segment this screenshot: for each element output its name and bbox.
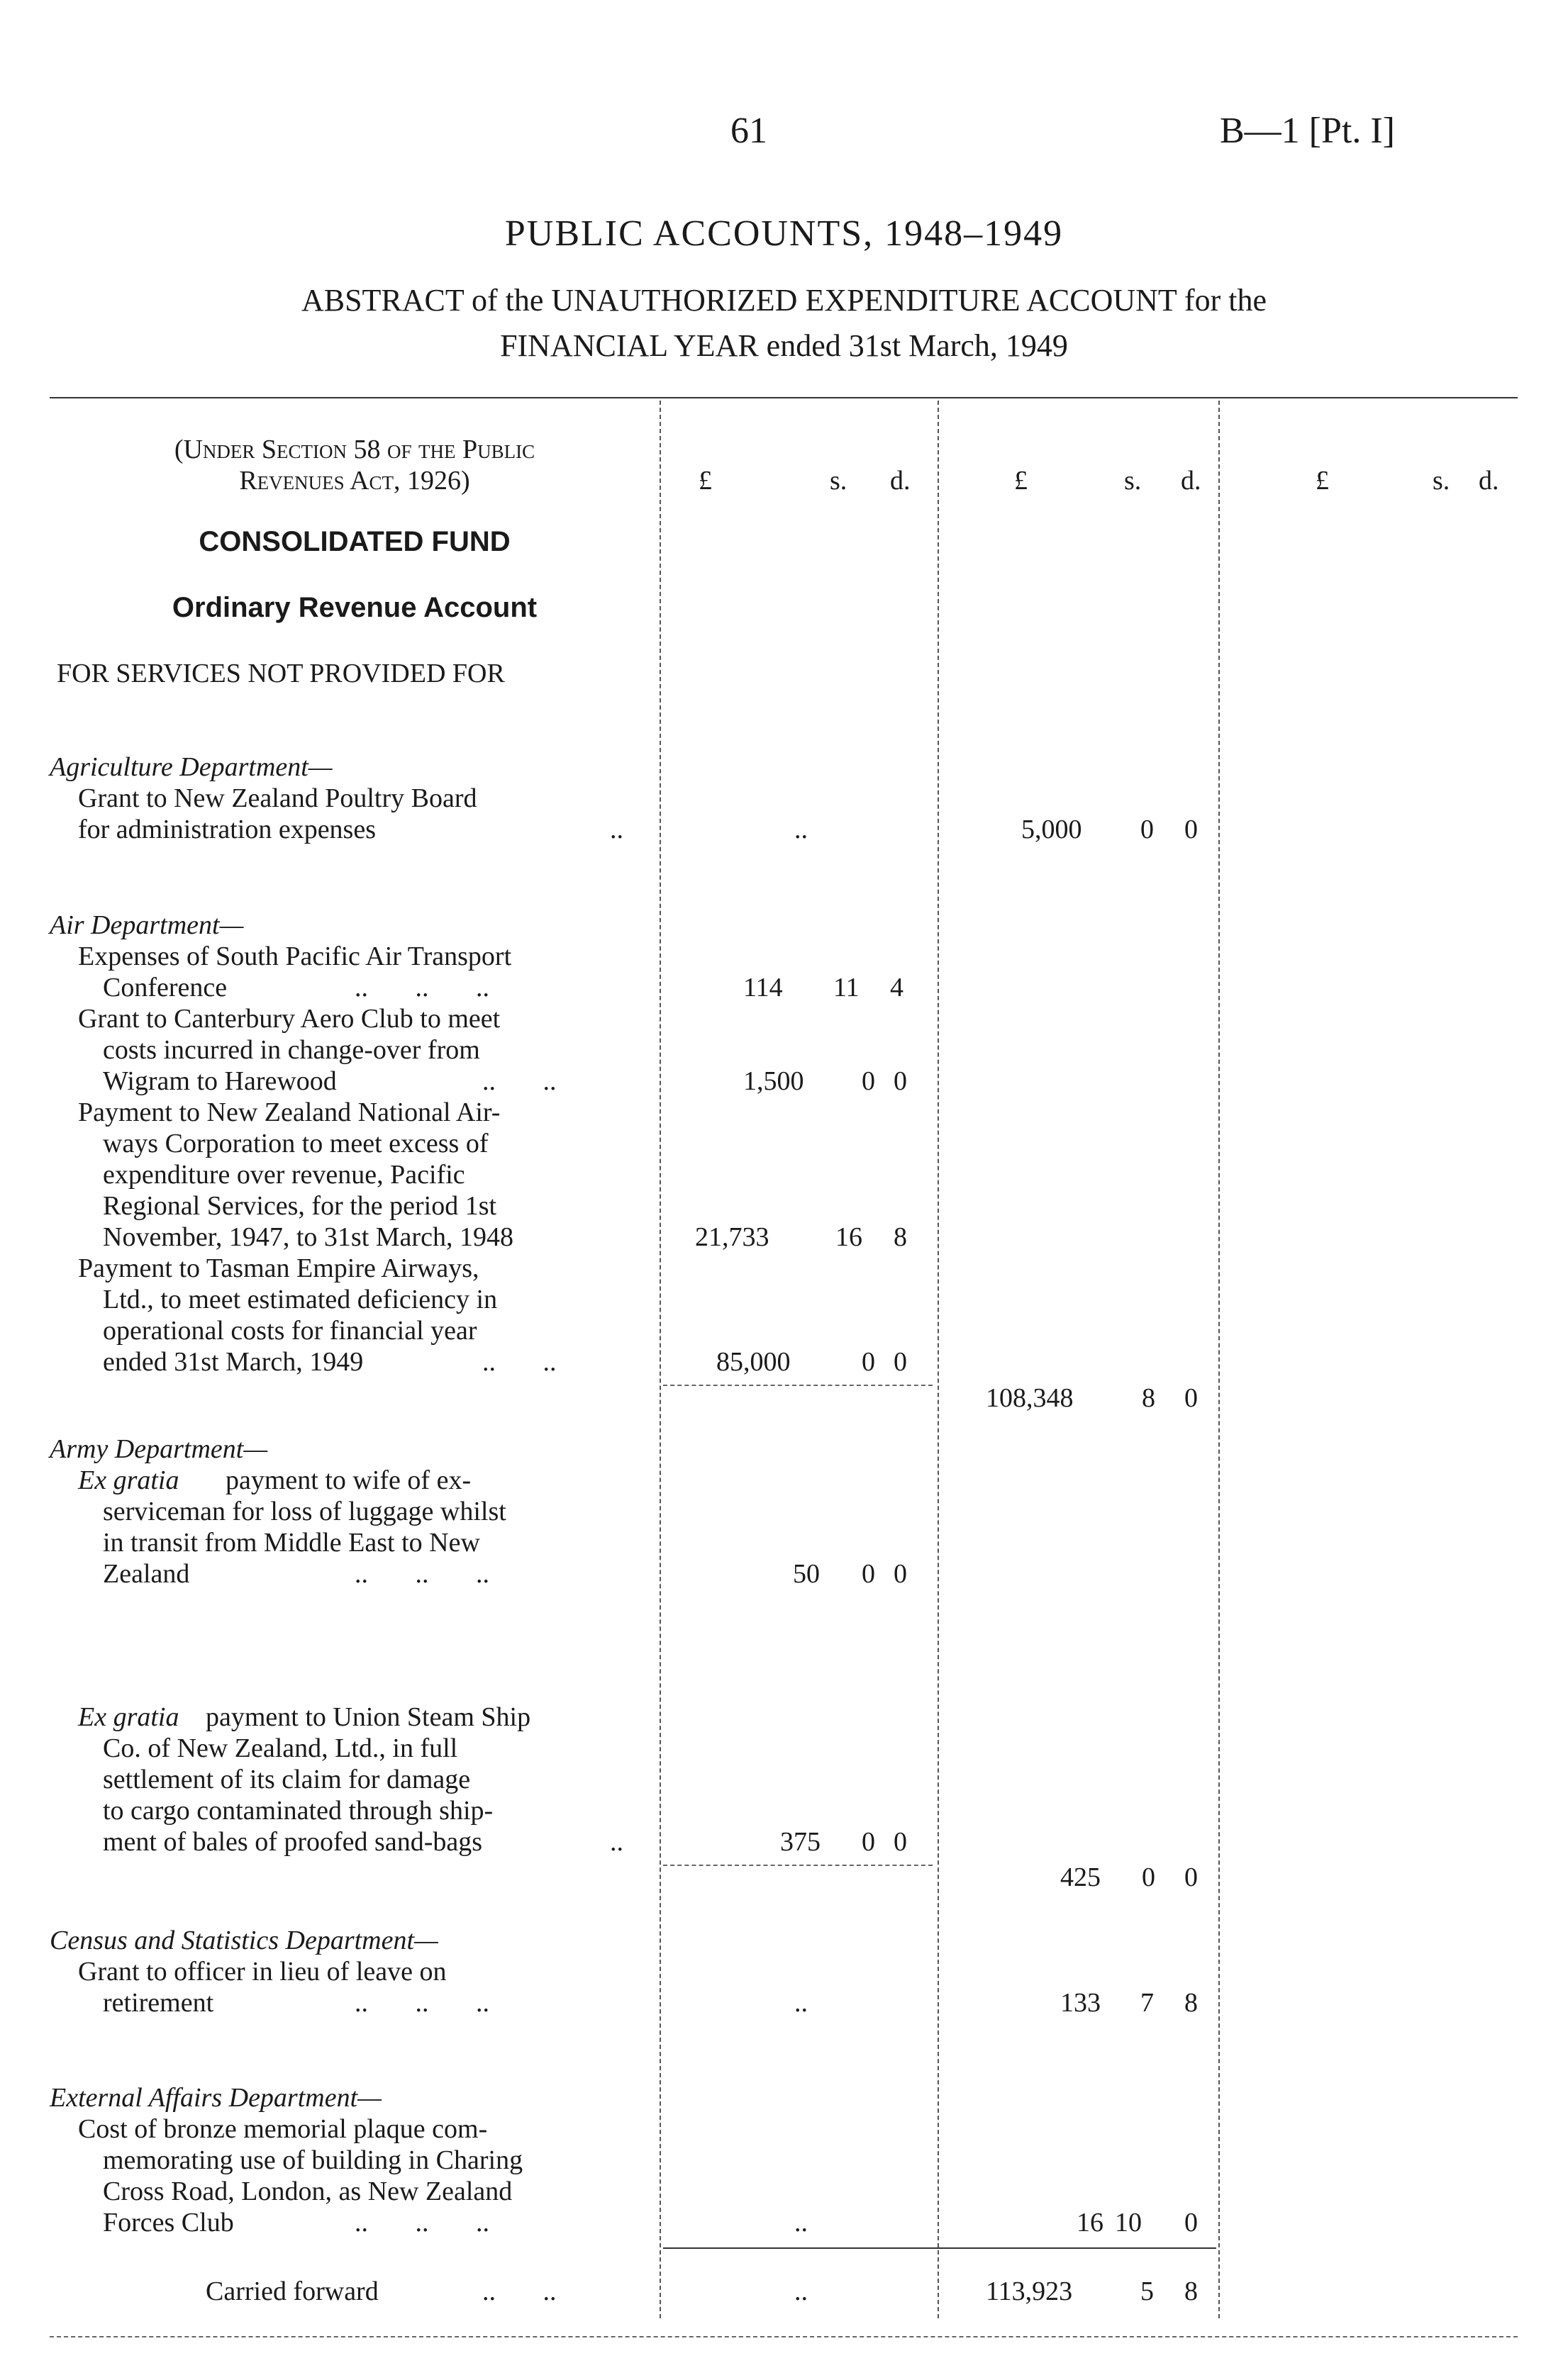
air-e1-line2: Conference xyxy=(103,973,228,1002)
external-line1: Cost of bronze memorial plaque com- xyxy=(78,2114,488,2144)
army-e1-line1: payment to wife of ex- xyxy=(226,1465,472,1495)
col3-shillings-header: s. xyxy=(1433,466,1450,496)
air-e4-dots: .. .. xyxy=(482,1347,557,1377)
army-subtotal-rule xyxy=(663,1865,933,1866)
air-e4-pounds: 85,000 xyxy=(716,1347,791,1377)
army-e2-dots: .. xyxy=(610,1827,623,1857)
agriculture-pence: 0 xyxy=(1184,815,1198,844)
army-e1-line2: serviceman for loss of luggage whilst xyxy=(103,1497,506,1526)
page-number: 61 xyxy=(730,111,767,151)
authority-line1: (Under Section 58 of the Public xyxy=(174,435,535,464)
census-dots: .. .. .. xyxy=(355,1988,489,2018)
external-line3: Cross Road, London, as New Zealand xyxy=(103,2177,513,2206)
air-e1-pounds: 114 xyxy=(743,973,783,1002)
carried-forward-rule xyxy=(663,2247,1216,2249)
air-e1-line1: Expenses of South Pacific Air Transport xyxy=(78,942,512,971)
air-e3-line3: expenditure over revenue, Pacific xyxy=(103,1160,465,1190)
army-e1-line3: in transit from Middle East to New xyxy=(103,1528,480,1558)
census-shillings: 7 xyxy=(1140,1988,1154,2018)
agriculture-line1: Grant to New Zealand Poultry Board xyxy=(78,783,477,813)
col2-shillings-header: s. xyxy=(1124,466,1142,496)
air-e3-pounds: 21,733 xyxy=(695,1222,769,1252)
army-e1-ex-gratia: Ex gratia xyxy=(78,1465,179,1495)
air-e2-dots: .. .. xyxy=(482,1066,557,1096)
external-heading: External Affairs Department— xyxy=(50,2083,382,2113)
census-pence: 8 xyxy=(1184,1988,1198,2018)
col1-shillings-header: s. xyxy=(830,466,847,496)
abstract-title-line1: ABSTRACT of the UNAUTHORIZED EXPENDITURE ACCOUNT for the xyxy=(301,283,1267,318)
agriculture-heading: Agriculture Department— xyxy=(50,752,333,782)
air-subtotal-rule xyxy=(663,1385,933,1386)
air-e3-shillings: 16 xyxy=(835,1222,862,1252)
air-e4-line2: Ltd., to meet estimated deficiency in xyxy=(103,1285,498,1314)
agriculture-pounds: 5,000 xyxy=(1021,815,1082,844)
air-e3-pence: 8 xyxy=(894,1222,907,1252)
air-e2-line1: Grant to Canterbury Aero Club to meet xyxy=(78,1004,501,1034)
external-dots: .. .. .. xyxy=(355,2208,489,2237)
census-heading: Census and Statistics Department— xyxy=(50,1926,438,1955)
air-e4-line3: operational costs for financial year xyxy=(103,1316,477,1346)
army-e2-line2: Co. of New Zealand, Ltd., in full xyxy=(103,1733,458,1763)
air-e1-shillings: 11 xyxy=(833,973,860,1002)
fund-heading: CONSOLIDATED FUND xyxy=(199,526,511,557)
army-e1-pounds: 50 xyxy=(793,1559,820,1589)
abstract-title-line2: FINANCIAL YEAR ended 31st March, 1949 xyxy=(500,328,1068,363)
carried-forward-shillings: 5 xyxy=(1140,2276,1154,2306)
air-total-shillings: 8 xyxy=(1142,1383,1155,1413)
col1-pence-header: d. xyxy=(890,466,911,496)
air-e4-pence: 0 xyxy=(894,1347,907,1377)
carried-forward-pounds: 113,923 xyxy=(986,2276,1073,2306)
air-e3-line1: Payment to New Zealand National Air- xyxy=(78,1097,501,1127)
army-heading: Army Department— xyxy=(50,1434,268,1464)
air-e2-pence: 0 xyxy=(894,1066,907,1096)
air-e2-pounds: 1,500 xyxy=(743,1066,804,1096)
carried-forward-dots: .. .. xyxy=(482,2276,557,2306)
external-line2: memorating use of building in Charing xyxy=(103,2145,523,2175)
agriculture-col1: .. xyxy=(794,815,808,844)
army-e2-line4: to cargo contaminated through ship- xyxy=(103,1796,494,1826)
air-e2-shillings: 0 xyxy=(862,1066,875,1096)
air-e4-line4: ended 31st March, 1949 xyxy=(103,1347,364,1377)
air-e4-shillings: 0 xyxy=(862,1347,875,1377)
army-e2-shillings: 0 xyxy=(862,1827,875,1857)
army-total-shillings: 0 xyxy=(1142,1862,1155,1892)
air-e1-pence: 4 xyxy=(890,973,903,1002)
authority-line2: Revenues Act, 1926) xyxy=(239,466,470,496)
col2-pounds-header: £ xyxy=(1014,466,1028,496)
army-total-pounds: 425 xyxy=(1060,1862,1101,1892)
account-heading: Ordinary Revenue Account xyxy=(172,592,538,623)
col1-pounds-header: £ xyxy=(699,466,712,496)
air-total-pence: 0 xyxy=(1184,1383,1198,1413)
army-e1-dots: .. .. .. xyxy=(355,1559,489,1589)
top-rule xyxy=(50,397,1518,398)
document-reference: B—1 [Pt. I] xyxy=(1220,111,1395,151)
agriculture-line2: for administration expenses xyxy=(78,815,377,844)
column-divider-1 xyxy=(660,401,661,2318)
census-line1: Grant to officer in lieu of leave on xyxy=(78,1957,447,1987)
air-e3-line2: ways Corporation to meet excess of xyxy=(103,1129,489,1158)
air-e3-line5: November, 1947, to 31st March, 1948 xyxy=(103,1222,513,1252)
army-e2-ex-gratia: Ex gratia xyxy=(78,1702,179,1732)
col3-pence-header: d. xyxy=(1479,466,1499,496)
army-e1-shillings: 0 xyxy=(862,1559,875,1589)
army-e2-pounds: 375 xyxy=(780,1827,821,1857)
col2-pence-header: d. xyxy=(1181,466,1201,496)
army-e2-pence: 0 xyxy=(894,1827,907,1857)
column-divider-3 xyxy=(1218,401,1220,2318)
air-e1-dots: .. .. .. xyxy=(355,973,489,1002)
page-title: PUBLIC ACCOUNTS, 1948–1949 xyxy=(504,213,1064,254)
agriculture-shillings: 0 xyxy=(1140,815,1154,844)
external-line4: Forces Club xyxy=(103,2208,234,2237)
census-line2: retirement xyxy=(103,1988,214,2018)
air-e3-line4: Regional Services, for the period 1st xyxy=(103,1191,497,1221)
air-e4-line1: Payment to Tasman Empire Airways, xyxy=(78,1253,479,1283)
air-heading: Air Department— xyxy=(50,910,244,940)
column-divider-2 xyxy=(938,401,939,2318)
army-e2-line1: payment to Union Steam Ship xyxy=(206,1702,531,1732)
air-e2-line3: Wigram to Harewood xyxy=(103,1066,337,1096)
army-total-pence: 0 xyxy=(1184,1862,1198,1892)
external-pence: 0 xyxy=(1184,2208,1198,2237)
census-col1: .. xyxy=(794,1988,808,2018)
bottom-rule xyxy=(50,2336,1518,2337)
external-col1: .. xyxy=(794,2208,808,2237)
census-pounds: 133 xyxy=(1060,1988,1101,2018)
agriculture-dots: .. xyxy=(610,815,623,844)
external-pounds: 16 xyxy=(1077,2208,1103,2237)
air-total-pounds: 108,348 xyxy=(986,1383,1074,1413)
army-e2-line5: ment of bales of proofed sand-bags xyxy=(103,1827,483,1857)
carried-forward-pence: 8 xyxy=(1184,2276,1198,2306)
carried-forward-col1: .. xyxy=(794,2276,808,2306)
col3-pounds-header: £ xyxy=(1316,466,1329,496)
air-e2-line2: costs incurred in change-over from xyxy=(103,1035,480,1065)
carried-forward-label: Carried forward xyxy=(206,2276,379,2306)
army-e2-line3: settlement of its claim for damage xyxy=(103,1765,471,1794)
army-e1-line4: Zealand xyxy=(103,1559,190,1589)
external-shillings: 10 xyxy=(1115,2208,1142,2237)
services-heading: FOR SERVICES NOT PROVIDED FOR xyxy=(57,659,505,688)
army-e1-pence: 0 xyxy=(894,1559,907,1589)
